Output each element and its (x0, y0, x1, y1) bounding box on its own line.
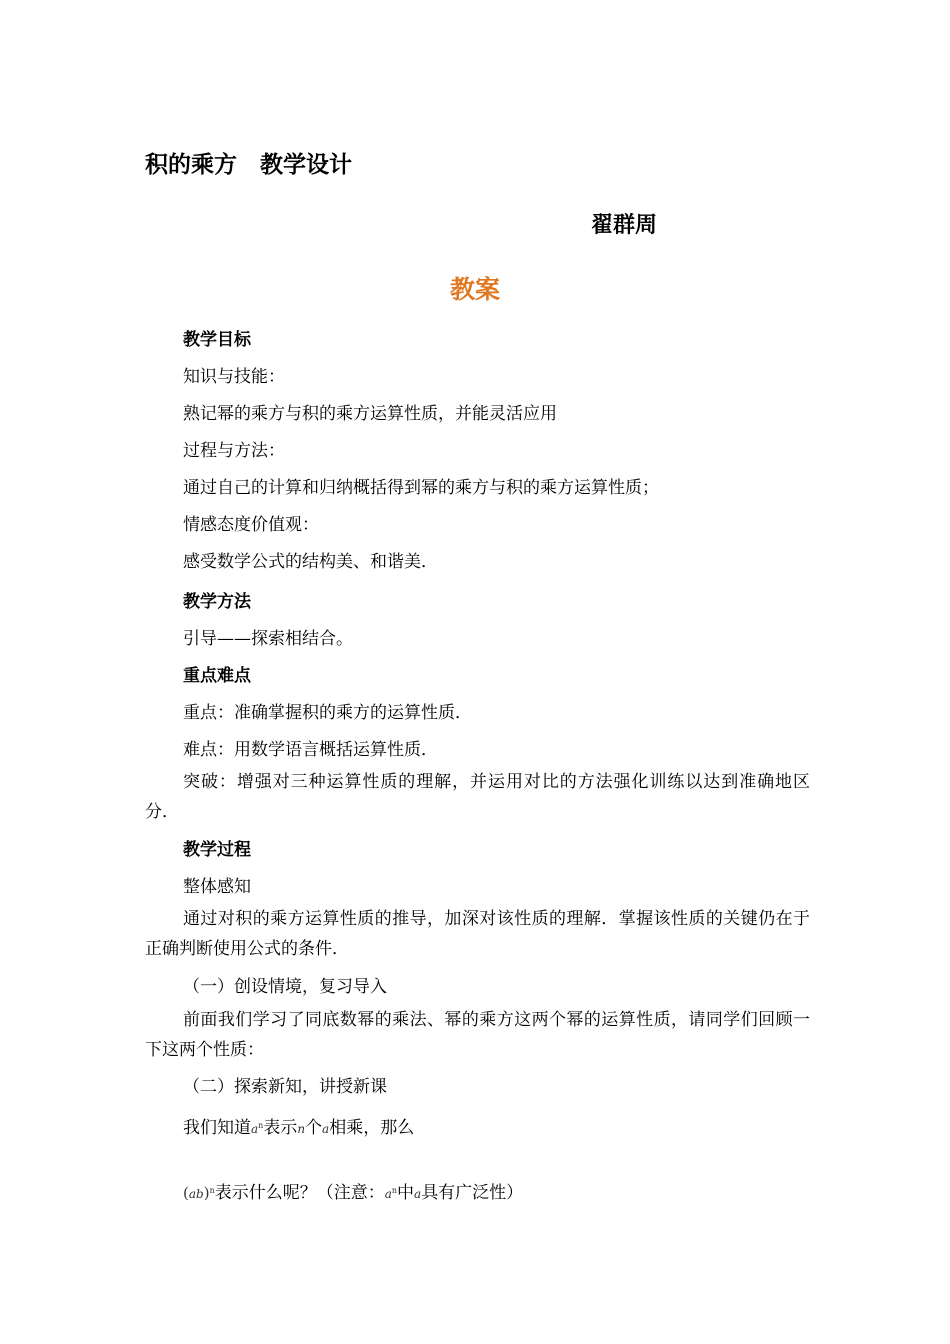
math-exponent: n (209, 1186, 215, 1195)
keypoint-line: 重点：准确掌握积的乘方的运算性质． (183, 703, 472, 723)
text-segment: 中 (397, 1183, 415, 1203)
text-segment: 相乘，那么 (329, 1118, 415, 1138)
heading-key-points: 重点难点 (183, 666, 251, 686)
math-ab: ab (188, 1187, 204, 1201)
heading-teaching-goals: 教学目标 (183, 330, 251, 350)
goal-line: 过程与方法： (183, 441, 285, 461)
step-one-paragraph: 前面我们学习了同底数幂的乘法、幂的乘方这两个幂的运算性质，请同学们回顾一下这两个性质： (145, 1010, 810, 1060)
heading-teaching-method: 教学方法 (183, 592, 251, 612)
method-line: 引导——探索相结合。 (183, 629, 353, 649)
math-a-single: a (414, 1187, 422, 1201)
math-a-single: a (322, 1122, 330, 1136)
goal-line: 通过自己的计算和归纳概括得到幂的乘方与积的乘方运算性质； (183, 478, 659, 498)
text-segment: 个 (305, 1118, 323, 1138)
text-segment: 表示 (263, 1118, 298, 1138)
heading-teaching-process: 教学过程 (183, 840, 251, 860)
math-base: a (384, 1187, 392, 1201)
goal-line: 熟记幂的乘方与积的乘方运算性质，并能灵活应用 (183, 404, 557, 424)
math-base: a (251, 1122, 259, 1136)
math-exponent: n (391, 1186, 398, 1195)
goal-line: 感受数学公式的结构美、和谐美． (183, 552, 438, 572)
overall-perception-paragraph: 通过对积的乘方运算性质的推导，加深对该性质的理解．掌握该性质的关键仍在于正确判断使用公式的条件． (145, 909, 810, 959)
step-two-heading: （二）探索新知，讲授新课 (183, 1077, 387, 1097)
math-n: n (297, 1122, 306, 1136)
step-one-heading: （一）创设情境，复习导入 (183, 977, 387, 997)
line-a-power-definition (183, 1113, 414, 1138)
math-ab-power: (ab)$^n$ (183, 1184, 215, 1202)
author-name: 翟群周 (591, 213, 658, 238)
text-segment: 我们知道 (183, 1118, 251, 1138)
text-segment: 具有广泛性） (421, 1183, 524, 1203)
math-a (251, 1122, 263, 1136)
goal-line: 知识与技能： (183, 367, 285, 387)
overall-perception-label: 整体感知 (183, 877, 251, 897)
goal-line: 情感态度价值观： (183, 515, 319, 535)
text-segment: 表示什么呢？（注意： (214, 1183, 385, 1203)
line-b-question (183, 1178, 523, 1203)
section-heading-lesson-plan: 教案 (449, 275, 500, 304)
keypoint-line: 难点：用数学语言概括运算性质． (183, 740, 438, 760)
breakthrough-paragraph: 突破：增强对三种运算性质的理解，并运用对比的方法强化训练以达到准确地区分． (145, 772, 810, 822)
math-exponent: n (258, 1121, 264, 1130)
math-a (385, 1187, 397, 1201)
document-title: 积的乘方 教学设计 (145, 152, 352, 178)
